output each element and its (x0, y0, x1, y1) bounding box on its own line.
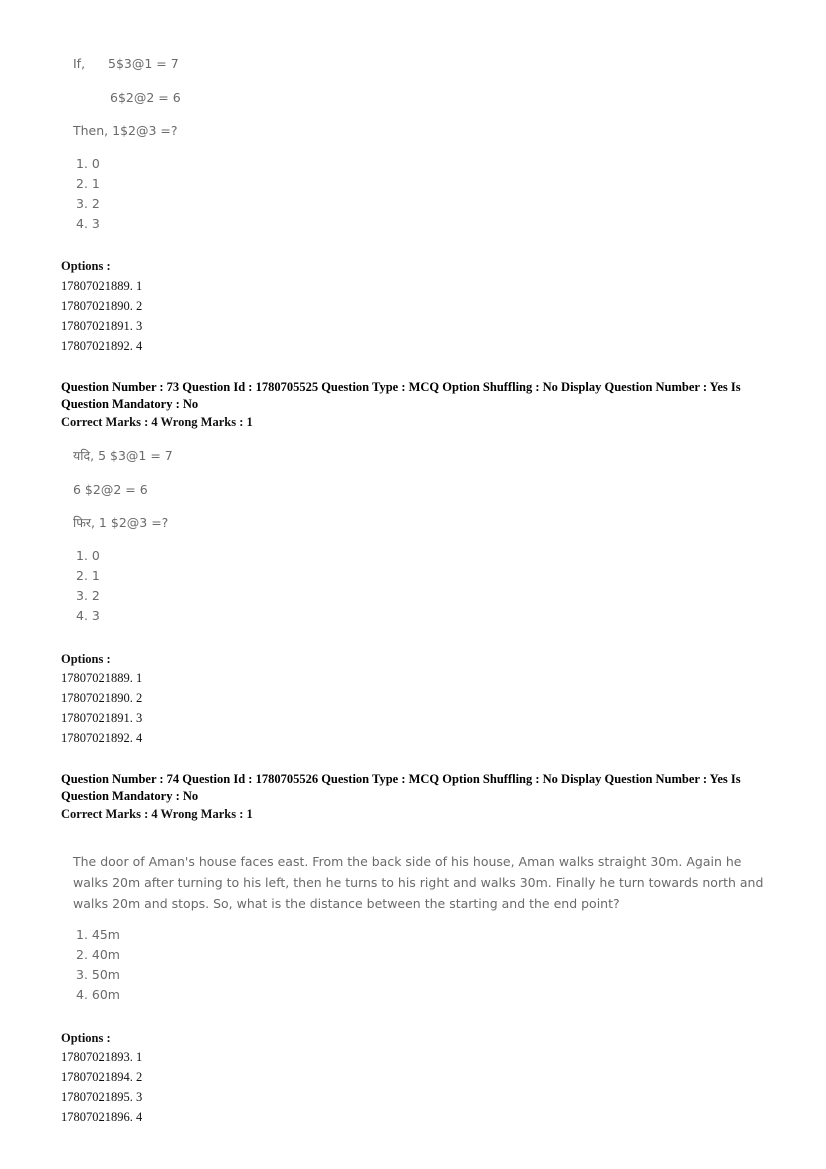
q72-choice: 1. 0 (76, 156, 100, 171)
q73-line1: यदि, 5 $3@1 = 7 (73, 448, 173, 463)
q72-line1-label: If, (73, 56, 86, 71)
option-item: 17807021892. 4 (61, 731, 143, 745)
option-item: 17807021890. 2 (61, 691, 143, 705)
option-item: 17807021891. 3 (61, 319, 143, 333)
q73-choice: 4. 3 (76, 608, 100, 623)
q72-line3: Then, 1$2@3 =? (73, 123, 178, 138)
q74-header: Question Number : 74 Question Id : 1780705526 Question Type : MCQ Option Shuffling : No Display Question Number : Yes Is Question Mandatory : No (61, 772, 741, 803)
option-item: 17807021891. 3 (61, 711, 143, 725)
q72-choice: 3. 2 (76, 196, 100, 211)
option-item: 17807021889. 1 (61, 671, 143, 685)
q72-line2-expr: 6$2@2 = 6 (110, 90, 181, 105)
option-item: 17807021890. 2 (61, 299, 143, 313)
q73-choice: 3. 2 (76, 588, 100, 603)
q74-choices (76, 925, 120, 1005)
q72-choice: 4. 3 (76, 216, 100, 231)
option-item: 17807021895. 3 (61, 1090, 143, 1104)
q74-choice: 1. 45m (76, 927, 120, 942)
option-item: 17807021892. 4 (61, 339, 143, 353)
q74-options (61, 1047, 142, 1127)
q73-options-label: Options : (61, 652, 111, 666)
q72-options-label: Options : (61, 259, 111, 273)
q72-line1-expr: 5$3@1 = 7 (108, 56, 179, 71)
q74-choice: 3. 50m (76, 967, 120, 982)
q72-choice: 2. 1 (76, 176, 100, 191)
option-item: 17807021893. 1 (61, 1050, 143, 1064)
q74-choice: 4. 60m (76, 987, 120, 1002)
q73-choice: 1. 0 (76, 548, 100, 563)
q74-marks: Correct Marks : 4 Wrong Marks : 1 (61, 807, 253, 821)
q73-choices (76, 546, 100, 626)
q73-header: Question Number : 73 Question Id : 1780705525 Question Type : MCQ Option Shuffling : No Display Question Number : Yes Is Question Mandatory : No (61, 380, 741, 411)
option-item: 17807021896. 4 (61, 1110, 143, 1124)
q73-marks: Correct Marks : 4 Wrong Marks : 1 (61, 415, 253, 429)
q74-choice: 2. 40m (76, 947, 120, 962)
q74-options-label: Options : (61, 1031, 111, 1045)
q73-options (61, 668, 142, 748)
q72-choices (76, 154, 100, 234)
option-item: 17807021889. 1 (61, 279, 143, 293)
q74-paragraph: The door of Aman's house faces east. From the back side of his house, Aman walks straight 30m. Again he walks 20m after turning to his left, then he turns to his right and walks 30m. Finally he turn towards north and walks 20m and stops. So, what is the distance between the starting and the end point? (73, 854, 764, 911)
q73-choice: 2. 1 (76, 568, 100, 583)
option-item: 17807021894. 2 (61, 1070, 143, 1084)
q73-line3: फिर, 1 $2@3 =? (73, 515, 169, 530)
q73-line2: 6 $2@2 = 6 (73, 482, 148, 497)
q72-options (61, 276, 142, 356)
